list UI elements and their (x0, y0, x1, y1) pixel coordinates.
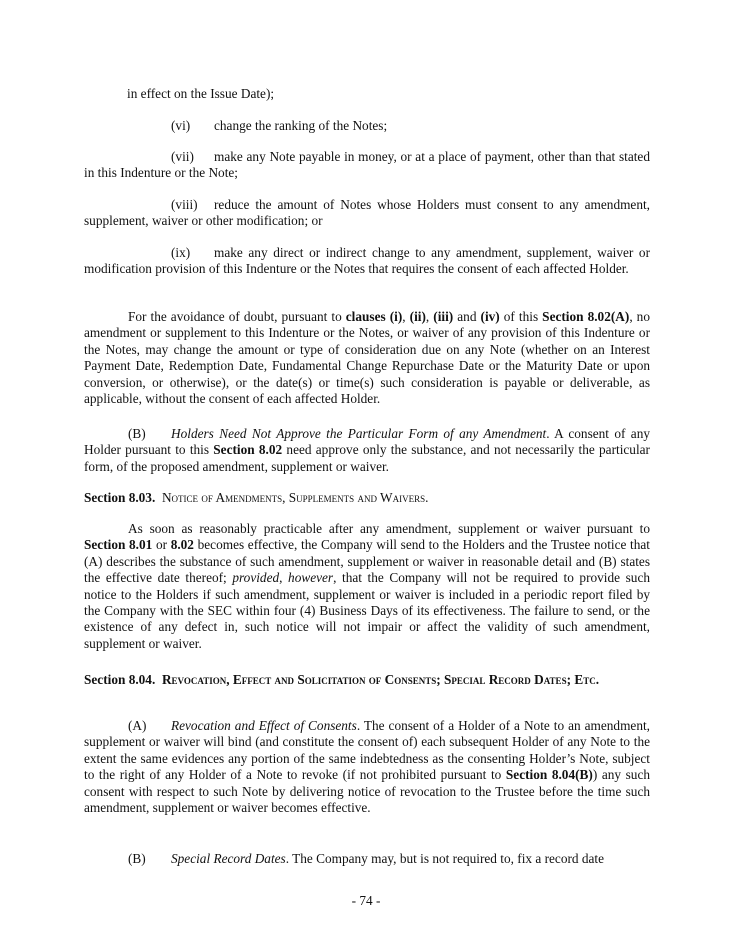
section-number: Section 8.04. (84, 672, 156, 687)
paragraph-heading: Special Record Dates (171, 851, 286, 866)
continuation-text: in effect on the Issue Date); (127, 86, 275, 101)
italic-term: provided (232, 570, 280, 586)
section-8-04-heading (84, 672, 650, 688)
section-ref: Section 8.02(A) (542, 309, 630, 324)
paragraph-label: (A) (128, 718, 147, 733)
item-text: change the ranking of the Notes; (214, 118, 388, 133)
section-8-04-paragraph-a (84, 718, 650, 816)
clause-ref: (iii) (433, 309, 454, 324)
item-text: reduce the amount of Notes whose Holders must consent to any amendment, supplement, waiver or other modification; or (84, 197, 650, 229)
section-ref: Section 8.04(B) (505, 767, 593, 783)
item-number: (viii) (171, 197, 198, 212)
text-run: . A consent of any Holder pursuant to this (84, 426, 650, 458)
text-run: , (425, 309, 434, 324)
text-run: , (279, 570, 289, 586)
text-run: need approve only the substance, and not necessarily the particular form, of the proposed amendment, supplement or waiver. (84, 442, 650, 474)
section-ref: Section 8.01 (84, 537, 153, 553)
section-title: Revocation, Effect and Solicitation of Consents; Special Record Dates; Etc. (161, 672, 600, 687)
text-run: and (453, 309, 481, 324)
text-run: . The consent of a Holder of a Note to an amendment, supplement or waiver will bind (and constitute the consent of) each subsequent Holder of any Note to the extent the same evidences any portion of the same indebtedness as the consenting Holder’s Note, subject to the right of any Holder of a Note to revoke (if not prohibited pursuant to (84, 718, 650, 783)
text-run: of this (499, 309, 543, 324)
item-number: (vi) (171, 118, 191, 133)
text-run: , that the Company will not be required to provide such notice to the Holders if such amendment, supplement or waiver is included in a periodic report filed by the Company with the SEC within four (4) Business Days of its effectiveness. The failure to send, or the existence of any defect in, such notice will not impair or affect the validity of such amendment, supplement or waiver. (84, 570, 651, 651)
text-run: ) any such consent with respect to such Note by delivering notice of revocation to the Trustee before the time such amendment, supplement or waiver becomes effective. (84, 767, 651, 816)
paragraph-heading: Revocation and Effect of Consents (171, 718, 357, 733)
list-item-viii (84, 197, 650, 230)
clause-ref: (ii) (409, 309, 426, 324)
section-8-03-paragraph (84, 521, 650, 652)
text-run: As soon as reasonably practicable after any amendment, supplement or waiver pursuant to (128, 521, 650, 536)
section-number: Section 8.03. (84, 490, 156, 505)
section-8-04-paragraph-b (84, 851, 650, 867)
text-run: For the avoidance of doubt, pursuant to (128, 309, 346, 324)
list-item-vi (84, 118, 650, 134)
clause-ref: (iv) (480, 309, 500, 324)
item-number: (vii) (171, 149, 194, 164)
list-item-vii (84, 149, 650, 182)
item-number: (ix) (171, 245, 191, 260)
page-number: - 74 - (351, 893, 381, 908)
section-title: Notice of Amendments, Supplements and Waivers. (161, 490, 429, 505)
italic-term: however (288, 570, 334, 586)
text-run: , no amendment or supplement to this Indenture or the Notes, or waiver of any provision of this Indenture or the Notes, may change the amount or type of consideration due on any Note (whether on an Interest Payment Date, Redemption Date, Fundamental Change Repurchase Date or the Maturity Date or upon conversion, or otherwise), or the date(s) or time(s) such consideration is payable or deliverable, as applicable, without the consent of each affected Holder. (84, 309, 650, 407)
list-item-ix (84, 245, 650, 278)
text-run: or (152, 537, 171, 553)
text-run: . The Company may, but is not required to, fix a record date (285, 851, 605, 866)
paragraph-heading: Holders Need Not Approve the Particular Form of any Amendment (171, 426, 547, 441)
section-ref: Section 8.02 (213, 442, 283, 458)
paragraph-label: (B) (128, 851, 146, 866)
avoidance-paragraph (84, 309, 650, 407)
clause-ref: clauses (i) (345, 309, 403, 324)
text-run: becomes effective, the Company will send to the Holders and the Trustee notice that (A) describes the substance of such amendment, supplement or waiver in reasonable detail and (B) states the effective date thereof; (84, 537, 650, 586)
item-text: make any Note payable in money, or at a place of payment, other than that stated in this Indenture or the Note; (84, 149, 650, 181)
paragraph-label: (B) (128, 426, 146, 441)
item-text: make any direct or indirect change to any amendment, supplement, waiver or modification provision of this Indenture or the Notes that requires the consent of each affected Holder. (84, 245, 650, 277)
section-8-03-heading (84, 490, 650, 506)
text-run: , (402, 309, 410, 324)
section-ref: 8.02 (170, 537, 194, 553)
paragraph-b-form-of-amendment (84, 426, 650, 475)
